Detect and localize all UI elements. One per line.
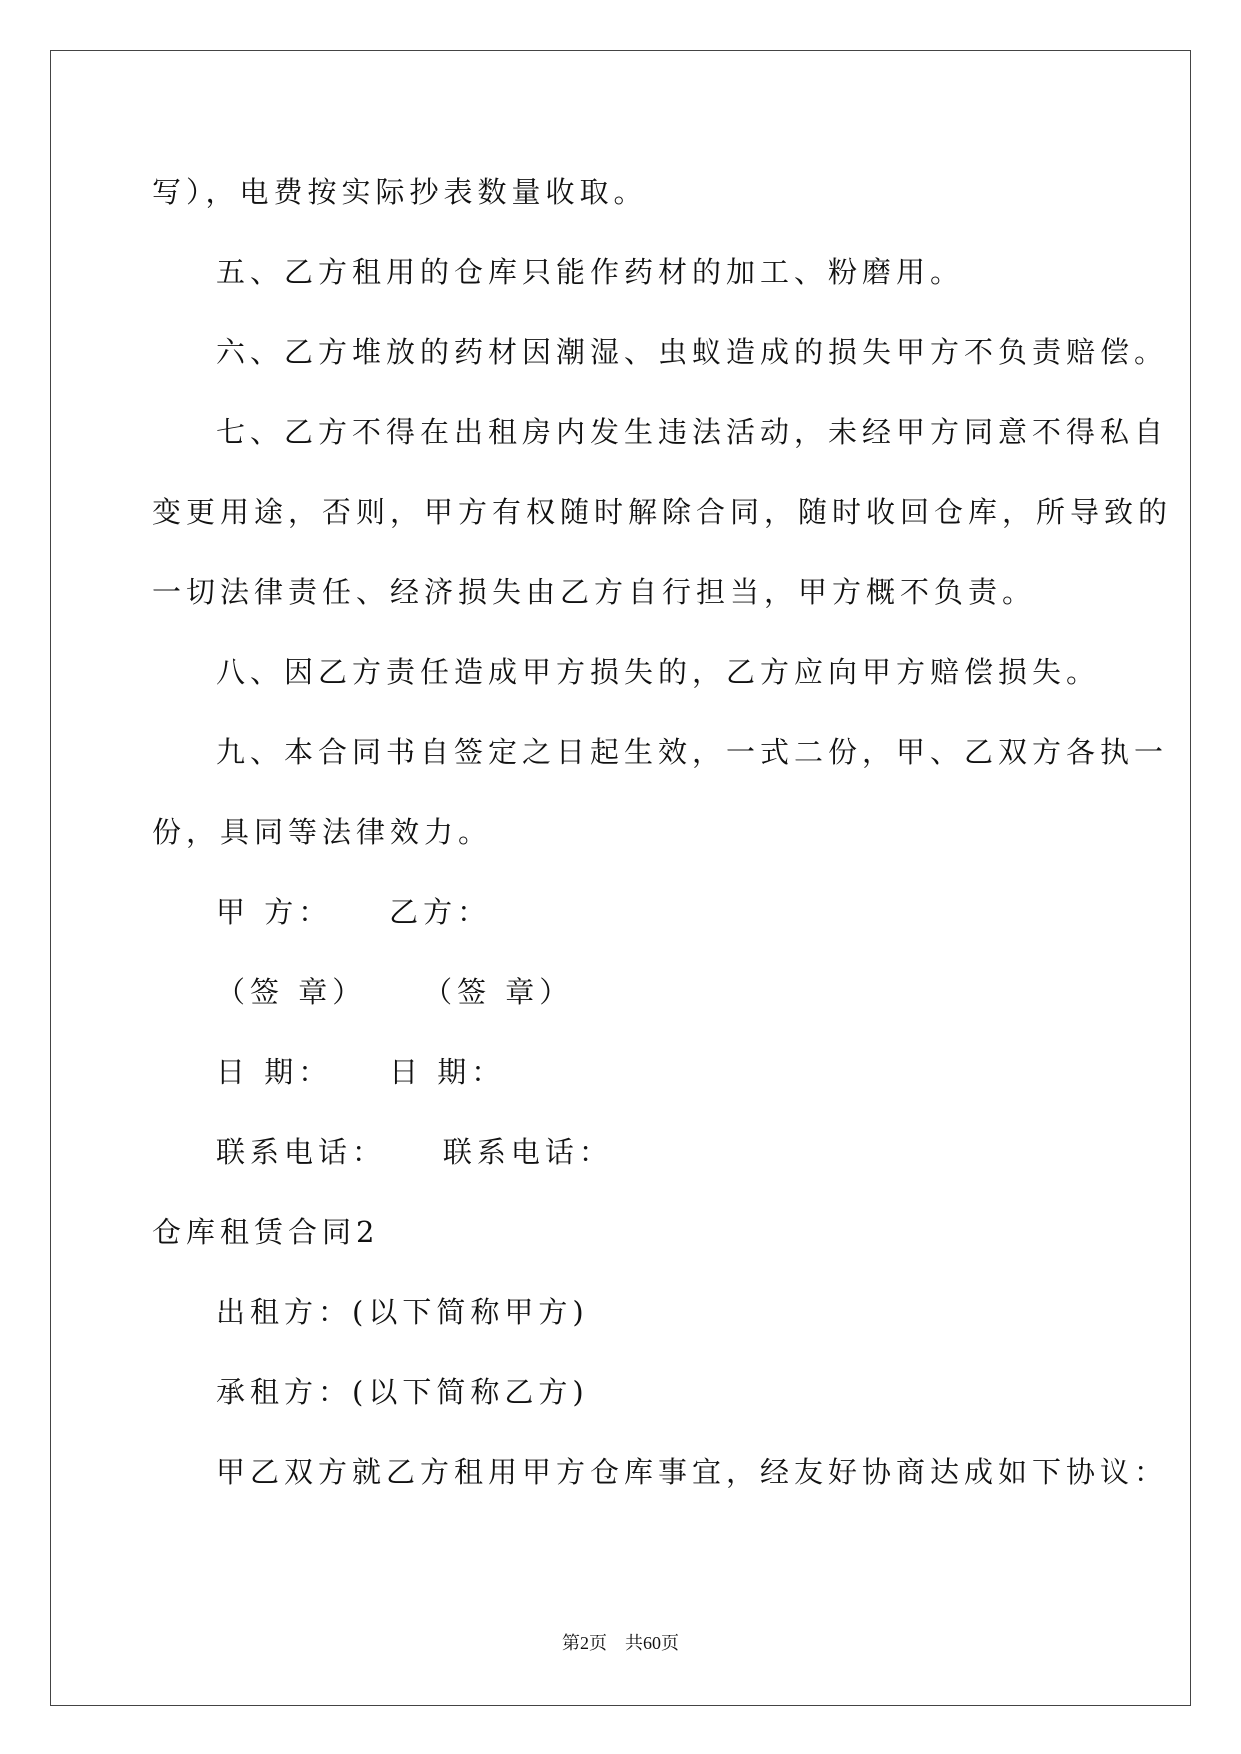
- text-line: 承租方：(以下简称乙方): [216, 1375, 589, 1409]
- text-line: 变更用途，否则，甲方有权随时解除合同，随时收回仓库，所导致的: [152, 495, 1173, 529]
- text-line: 九、本合同书自签定之日起生效，一式二份，甲、乙双方各执一: [216, 735, 1169, 769]
- text-line: 一切法律责任、经济损失由乙方自行担当，甲方概不负责。: [152, 575, 1037, 609]
- text-line: 六、乙方堆放的药材因潮湿、虫蚁造成的损失甲方不负责赔偿。: [216, 335, 1169, 369]
- text-line: 八、因乙方责任造成甲方损失的，乙方应向甲方赔偿损失。: [216, 655, 1101, 689]
- section-title: 仓库租赁合同2: [152, 1215, 380, 1249]
- text-line: 五、乙方租用的仓库只能作药材的加工、粉磨用。: [216, 255, 965, 289]
- text-line: 七、乙方不得在出租房内发生违法活动，未经甲方同意不得私自: [216, 415, 1169, 449]
- signature-phone-line: 联系电话： 联系电话：: [216, 1135, 613, 1169]
- page-number-footer: 第2页 共60页: [562, 1633, 679, 1653]
- text-line: 写），电费按实际抄表数量收取。: [152, 175, 648, 209]
- text-line: 份，具同等法律效力。: [152, 815, 493, 849]
- text-line: 甲乙双方就乙方租用甲方仓库事宜，经友好协商达成如下协议：: [216, 1455, 1169, 1489]
- signature-date-line: 日 期： 日 期：: [216, 1055, 506, 1089]
- signature-party-line: 甲 方： 乙方：: [216, 895, 492, 929]
- signature-seal-line: （签 章） （签 章）: [216, 975, 574, 1009]
- text-line: 出租方：(以下简称甲方): [216, 1295, 589, 1329]
